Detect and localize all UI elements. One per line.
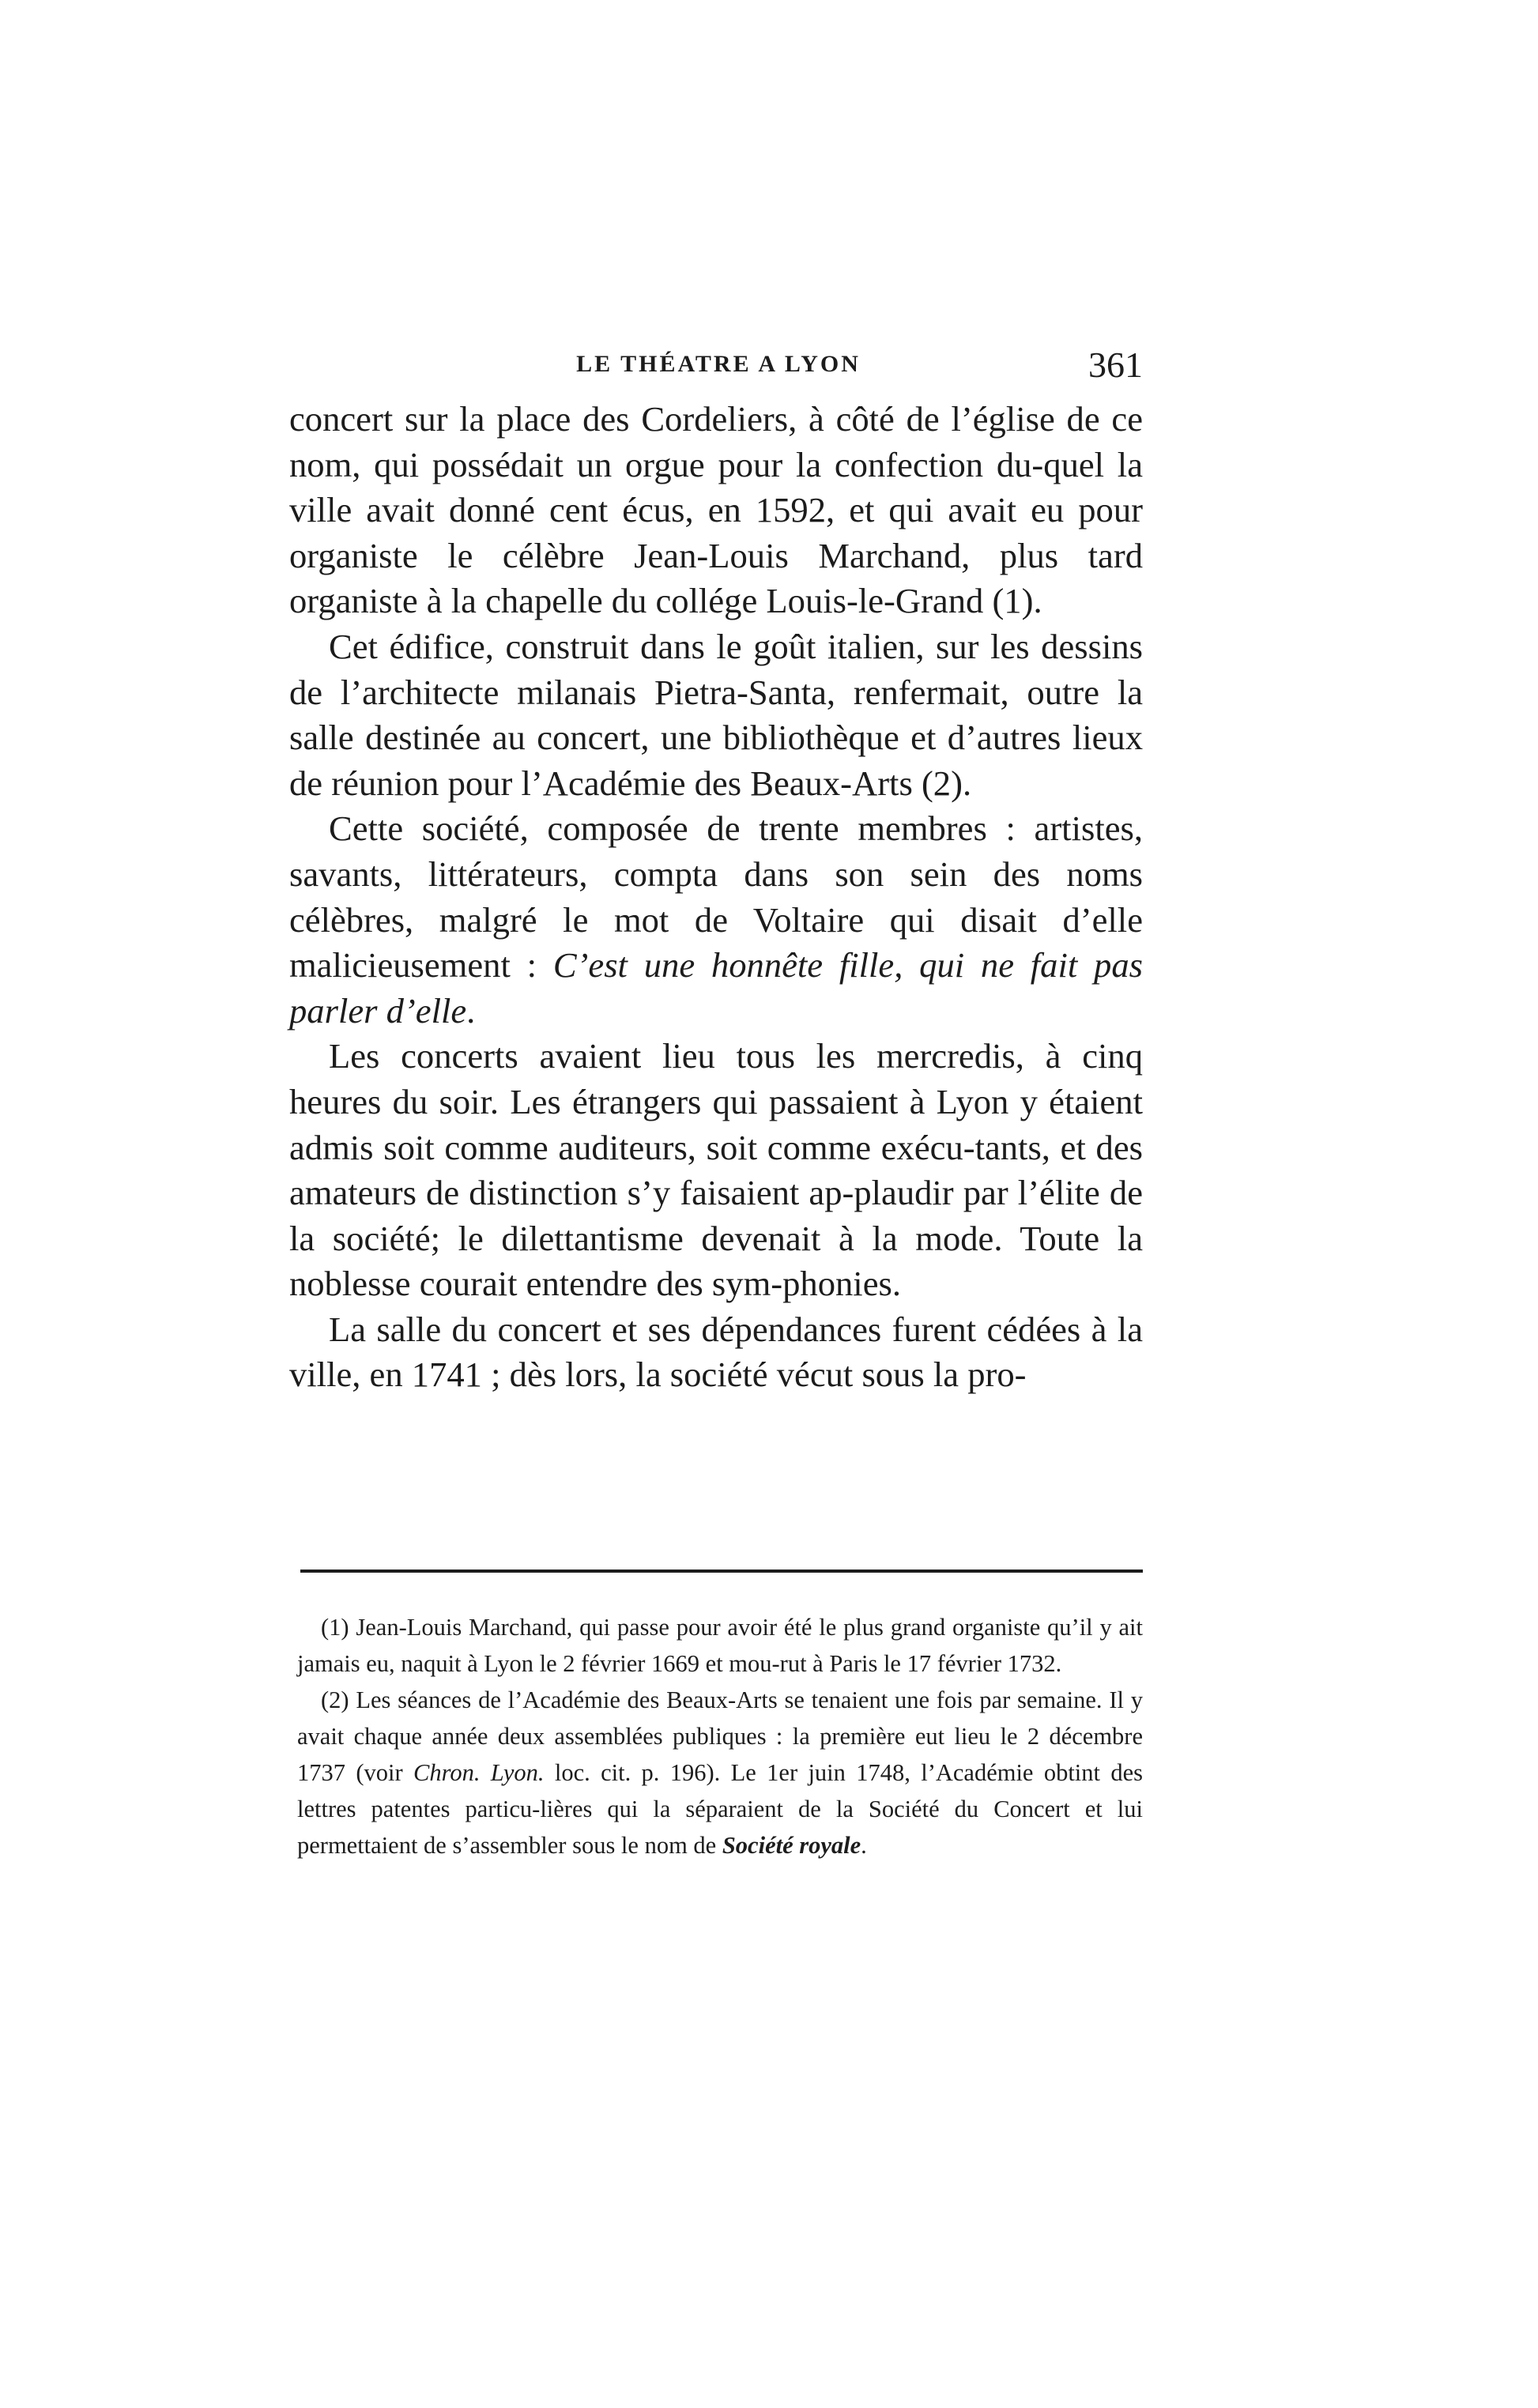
footnote-2-end: . — [861, 1832, 867, 1859]
paragraph-3 — [289, 806, 1143, 1034]
paragraph-3-text: Cette société, composée de trente membres : artistes, savants, littérateurs, compta dans son sein des noms célèbres, malgré le mot de Voltaire qui disait d’elle malicieusement : — [289, 808, 1143, 985]
page-number: 361 — [1088, 345, 1143, 385]
main-text — [289, 397, 1143, 1398]
footnote-2-text-cont: loc. cit. p. 196). Le 1er juin 1748, l’Académie obtint des lettres patentes particu-lières qui la séparaient de la Société du Concert et lui permettaient de s’assembler sous le nom de — [297, 1759, 1143, 1859]
paragraph-5: La salle du concert et ses dépendances furent cédées à la ville, en 1741 ; dès lors, la société vécut sous la pro- — [289, 1309, 1143, 1395]
voltaire-quote: C’est une honnête fille, qui ne fait pas parler d’elle — [289, 945, 1143, 1031]
footnote-2-chron: Chron. Lyon. — [413, 1759, 545, 1786]
footnote-2-text: (2) Les séances de l’Académie des Beaux-Arts se tenaient une fois par semaine. Il y avait chaque année deux assemblées publiques : la première eut lieu le 2 décembre 1737 (voir — [297, 1686, 1143, 1786]
paragraph-3-end: . — [466, 990, 476, 1031]
footnotes — [297, 1609, 1143, 1863]
footnote-2-societe: Société royale — [722, 1832, 861, 1859]
paragraph-1: concert sur la place des Cordeliers, à côté de l’église de ce nom, qui possédait un orgue pour la confection du-quel la ville avait donné cent écus, en 1592, et qui avait eu pour organiste le célèbre Jean-Louis Marchand, plus tard organiste à la chapelle du collége Louis-le-Grand (1). — [289, 399, 1143, 621]
footnote-1: (1) Jean-Louis Marchand, qui passe pour avoir été le plus grand organiste qu’il y ait jamais eu, naquit à Lyon le 2 février 1669 et mou-rut à Paris le 17 février 1732. — [297, 1614, 1143, 1677]
footnote-divider — [300, 1570, 1143, 1573]
running-head: LE THÉATRE A LYON — [576, 351, 861, 377]
page-header — [294, 341, 1143, 397]
paragraph-2: Cet édifice, construit dans le goût italien, sur les dessins de l’architecte milanais Pietra-Santa, renfermait, outre la salle destinée au concert, une bibliothèque et d’autres lieux de réunion pour l’Académie des Beaux-Arts (2). — [289, 626, 1143, 803]
paragraph-4: Les concerts avaient lieu tous les mercredis, à cinq heures du soir. Les étrangers qui passaient à Lyon y étaient admis soit comme auditeurs, soit comme exécu-tants, et des amateurs de distinction s’y faisaient ap-plaudir par l’élite de la société; le dilettantisme devenait à la mode. Toute la noblesse courait entendre des sym-phonies. — [289, 1036, 1143, 1304]
footnote-2 — [297, 1682, 1143, 1863]
